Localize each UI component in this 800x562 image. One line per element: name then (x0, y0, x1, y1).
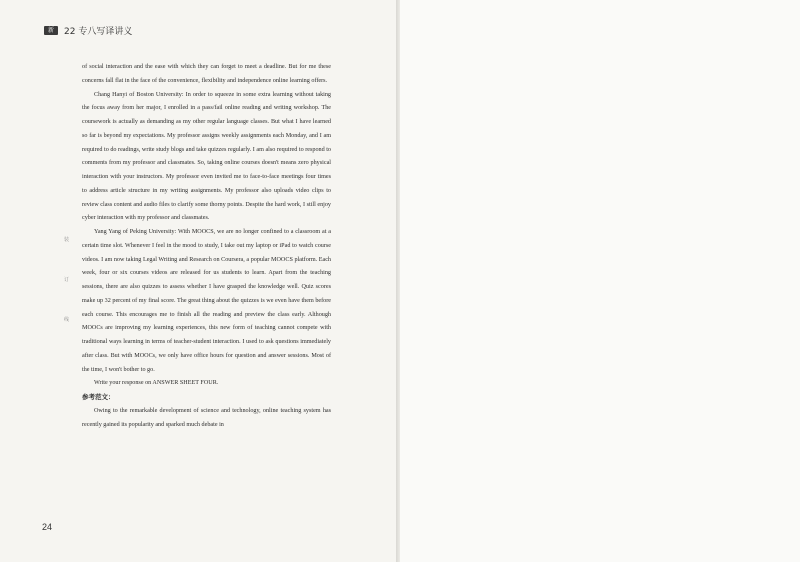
page-header (44, 24, 132, 37)
sample-essay-heading: 参考范文： (82, 393, 115, 401)
binding-mark-2: 订 (64, 277, 70, 283)
publisher-logo: 新 (44, 26, 58, 35)
article-body (82, 61, 331, 432)
book-title: 22 专八写译讲义 (64, 27, 133, 37)
sample-essay-paragraph: Owing to the remarkable development of science and technology, online teaching system has recently gained its popularity and sparked much debate in (82, 407, 331, 428)
binding-mark-3: 线 (64, 317, 70, 323)
instruction-line: Write your response on ANSWER SHEET FOUR. (94, 380, 219, 387)
paragraph-chang-hanyi: Chang Hanyi of Boston University: In order to squeeze in some extra learning without taking the focus away from her major, I enrolled in a pass/fail online reading and writing workshop. The coursework is actually as demanding as my other regular language classes. But what I have learned so far is beyond my expectations. My professor assigns weekly assignments each Monday, and I am required to do readings, write study blogs and take quizzes regularly. I am also required to respond to comments from my professor and classmates. So, taking online courses doesn't means zero physical interaction with your instructors. My professor even invited me to face-to-face meetings four times to address article structure in my writing assignments. My professor also uploads video clips to review class content and audio files to clarify some thorny points. Despite the hard work, I still enjoy cyber interaction with my professor and classmates. (82, 91, 331, 222)
paragraph-continuation: of social interaction and the ease with which they can forget to meet a deadline. But for me these concerns fall flat in the face of the convenience, flexibility and independence online learning offers. (82, 64, 331, 84)
paragraph-yang-yang: Yang Yang of Peking University: With MOOCS, we are no longer confined to a classroom at a certain time slot. Whenever I feel in the mood to study, I take out my laptop or iPad to watch course videos. I am now taking Legal Writing and Research on Coursera, a popular MOOCS platform. Each week, four or six courses videos are released for us students to learn. Apart from the teaching sessions, there are also quizzes to assess whether I have grasped the knowledge well. Quiz scores make up 32 percent of my final score. The great thing about the quizzes is we even have them before each course. This encourages me to finish all the reading and preview the class early. Although MOOCs are improving my learning experiences, this new form of teaching cannot compete with traditional ways learning in terms of teacher-student interaction. I used to ask questions immediately after class. But with MOOCs, we only have office hours for question and answer sessions. Most of the time, I won't bother to go. (82, 229, 331, 373)
page-number: 24 (42, 522, 53, 532)
binding-mark-1: 装 (64, 237, 70, 243)
left-page (0, 0, 396, 562)
right-page-blank (400, 0, 800, 562)
